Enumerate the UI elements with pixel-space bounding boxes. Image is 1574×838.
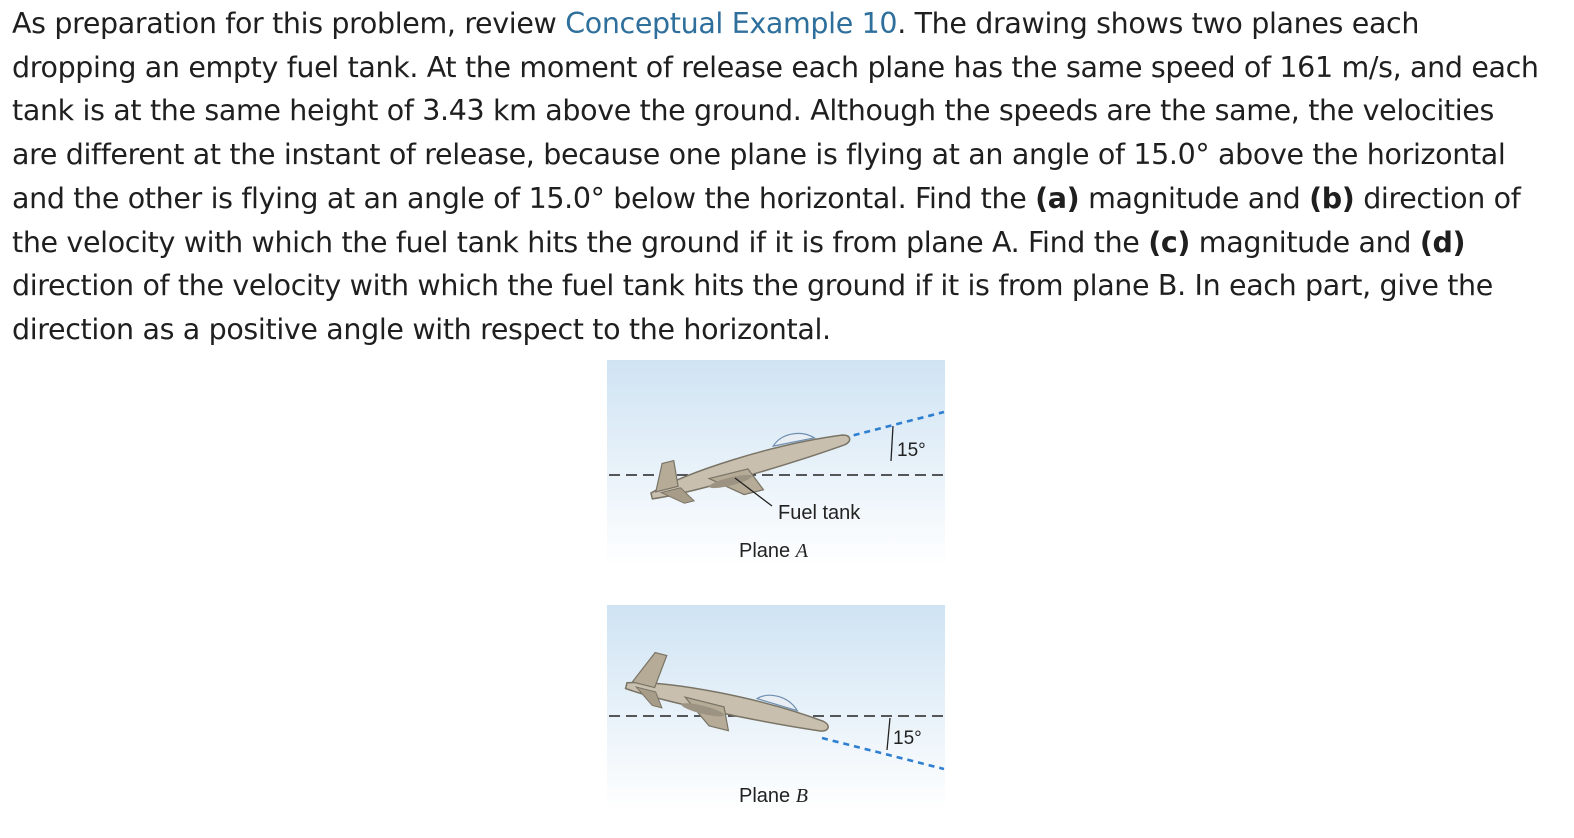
plane-a-label: Plane A <box>739 540 808 562</box>
angle-label: 15° <box>893 728 922 749</box>
figure-plane-b <box>607 605 945 812</box>
fuel-tank-label: Fuel tank <box>778 502 861 524</box>
part-a-label: (a) <box>1035 181 1080 215</box>
part-c-label: (c) <box>1148 225 1191 259</box>
part-b-label: (b) <box>1309 181 1355 215</box>
problem-text: As preparation for this problem, review Conceptual Example 10. The drawing shows two planes each dropping an empty fuel tank. At the moment of release each plane has the same speed of 161 m/s, and each tank is at the same height of 3.43 km above the ground. Although the speeds are the same, the velocities are different at the instant of release, because one plane is flying at an angle of 15.0° above the horizontal and the other is flying at an angle of 15.0° below the horizontal. Find the (a) magnitude and (b) direction of the velocity with which the fuel tank hits the ground if it is from plane A. Find the (c) magnitude and (d) direction of the velocity with which the fuel tank hits the ground if it is from plane B. In each part, give the direction as a positive angle with respect to the horizontal. <box>12 7 1539 346</box>
plane-a-diagram <box>607 360 945 568</box>
plane-b-diagram <box>607 605 945 812</box>
part-d-label: (d) <box>1419 225 1466 259</box>
angle-label: 15° <box>897 440 926 461</box>
figure-plane-a <box>607 360 945 568</box>
plane-b-label: Plane B <box>739 785 808 807</box>
conceptual-example-link[interactable]: Conceptual Example 10 <box>565 7 898 40</box>
